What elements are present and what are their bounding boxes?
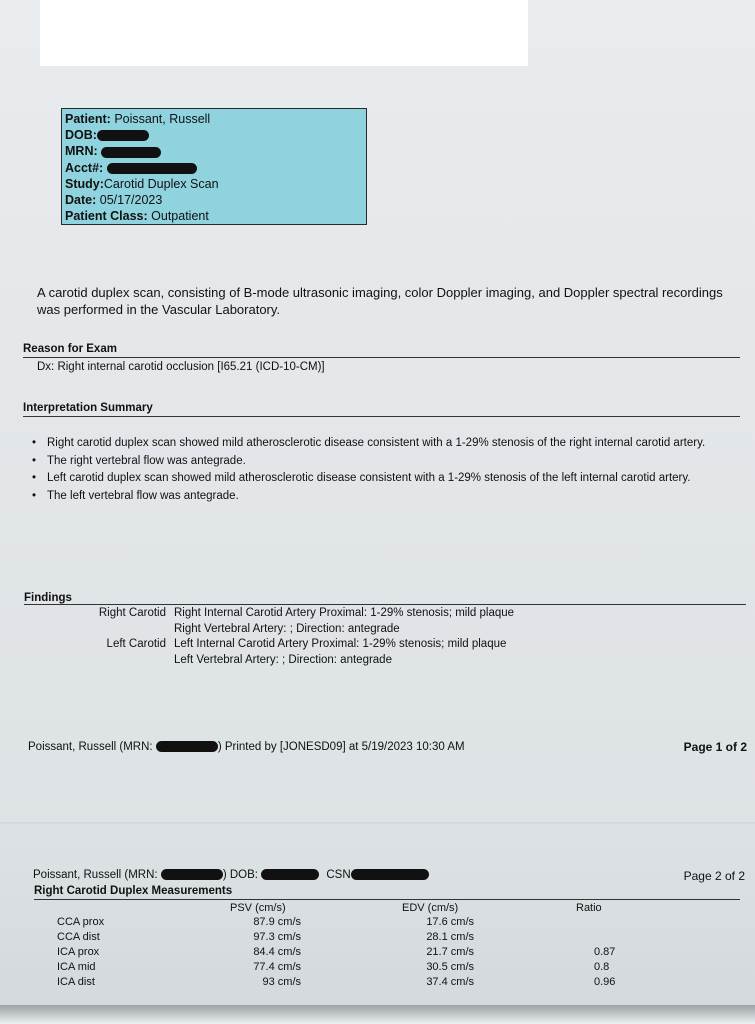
footer-printed-by: ) Printed by [JONESD09] at 5/19/2023 10:30 AM xyxy=(217,741,465,753)
findings-block xyxy=(60,606,514,668)
findings-row xyxy=(60,622,514,638)
mrn-redaction xyxy=(101,147,161,158)
date-row xyxy=(65,192,363,208)
date-label: Date: xyxy=(65,193,97,208)
findings-text: Left Internal Carotid Artery Proximal: 1-29% stenosis; mild plaque xyxy=(174,638,507,650)
col-edv: EDV (cm/s) xyxy=(402,902,459,914)
cell-site: ICA dist xyxy=(57,976,95,988)
date-value: 05/17/2023 xyxy=(99,193,163,208)
measurements-table xyxy=(34,902,740,991)
summary-divider xyxy=(23,416,740,417)
page-bottom-edge xyxy=(0,1005,755,1024)
header2-csn-redaction xyxy=(351,869,429,880)
dob-redaction xyxy=(97,130,149,141)
summary-item: • Right carotid duplex scan showed mild atherosclerotic disease consistent with a 1-29% stenosis of the right internal carotid artery. xyxy=(30,437,730,451)
patient-row xyxy=(65,111,363,127)
summary-item: • The left vertebral flow was antegrade. xyxy=(30,490,730,504)
table-row xyxy=(34,961,740,976)
cell-site: ICA prox xyxy=(57,946,100,958)
findings-text: Right Vertebral Artery: ; Direction: antegrade xyxy=(174,622,400,635)
page1-footer xyxy=(28,741,465,753)
reason-dx: Dx: Right internal carotid occlusion [I65.21 (ICD-10-CM)] xyxy=(37,361,325,373)
cell-psv: 97.3 cm/s xyxy=(253,931,301,943)
cell-site: ICA mid xyxy=(57,961,96,973)
findings-text: Left Vertebral Artery: ; Direction: antegrade xyxy=(174,653,392,666)
cell-ratio: 0.87 xyxy=(594,946,616,958)
study-label: Study: xyxy=(65,176,104,191)
page-break xyxy=(0,822,755,826)
page2-number: Page 2 of 2 xyxy=(683,869,745,883)
summary-item: • Left carotid duplex scan showed mild atherosclerotic disease consistent with a 1-29% stenosis of the left internal carotid artery. xyxy=(30,472,730,486)
page2-header xyxy=(33,869,429,881)
header2-patient: Poissant, Russell (MRN: xyxy=(33,869,158,881)
class-row xyxy=(65,208,363,224)
blank-redaction-area xyxy=(40,0,528,66)
summary-list xyxy=(30,437,730,507)
cell-site: CCA dist xyxy=(57,931,100,943)
findings-label xyxy=(60,653,174,669)
cell-edv: 17.6 cm/s xyxy=(426,916,474,928)
acct-label: Acct#: xyxy=(65,160,104,175)
findings-row xyxy=(60,606,514,622)
reason-divider xyxy=(23,357,740,358)
cell-psv: 84.4 cm/s xyxy=(253,946,301,958)
reason-title: Reason for Exam xyxy=(23,343,117,355)
cell-edv: 30.5 cm/s xyxy=(426,961,474,973)
cell-psv: 93 cm/s xyxy=(262,976,301,988)
findings-label: Right Carotid xyxy=(98,607,166,619)
cell-psv: 77.4 cm/s xyxy=(253,961,301,973)
patient-label: Patient: xyxy=(65,112,111,126)
findings-divider xyxy=(24,604,746,605)
acct-redaction xyxy=(107,163,197,174)
header2-dob-redaction xyxy=(261,869,319,880)
class-label: Patient Class: xyxy=(65,209,148,224)
footer-mrn-redaction xyxy=(156,741,218,752)
table-header xyxy=(34,902,740,916)
acct-row xyxy=(65,160,363,176)
header2-mrn-redaction xyxy=(161,869,223,880)
mrn-label: MRN: xyxy=(65,144,98,159)
findings-text: Right Internal Carotid Artery Proximal: 1-29% stenosis; mild plaque xyxy=(174,607,515,619)
patient-info-box xyxy=(61,108,367,225)
study-row xyxy=(65,176,363,192)
col-psv: PSV (cm/s) xyxy=(230,902,286,914)
measurements-divider xyxy=(34,899,740,900)
cell-edv: 37.4 cm/s xyxy=(426,976,474,988)
cell-ratio: 0.96 xyxy=(594,976,616,988)
class-value: Outpatient xyxy=(151,209,209,224)
patient-name: Poissant, Russell xyxy=(114,112,211,126)
measurements-title: Right Carotid Duplex Measurements xyxy=(34,885,233,897)
cell-edv: 21.7 cm/s xyxy=(426,946,474,958)
summary-title: Interpretation Summary xyxy=(23,402,153,414)
cell-site: CCA prox xyxy=(57,916,105,928)
header2-csn-label: CSN xyxy=(326,869,351,881)
table-row xyxy=(34,931,740,946)
page1-number: Page 1 of 2 xyxy=(683,740,747,754)
findings-label xyxy=(60,622,174,638)
mrn-row xyxy=(65,143,363,159)
findings-row xyxy=(60,653,514,669)
col-ratio: Ratio xyxy=(576,902,602,914)
dob-row xyxy=(65,127,363,143)
study-value: Carotid Duplex Scan xyxy=(103,176,219,191)
intro-paragraph: A carotid duplex scan, consisting of B-mode ultrasonic imaging, color Doppler imaging, and Doppler spectral recordings was performed in the Vascular Laboratory. xyxy=(37,285,723,317)
findings-row xyxy=(60,637,514,653)
cell-psv: 87.9 cm/s xyxy=(253,916,301,928)
dob-label: DOB: xyxy=(65,128,97,143)
table-row xyxy=(34,976,740,991)
summary-item: • The right vertebral flow was antegrade. xyxy=(30,455,730,469)
header2-dob-label: ) DOB: xyxy=(222,869,258,881)
table-row xyxy=(34,946,740,961)
cell-ratio: 0.8 xyxy=(594,961,610,973)
footer-patient: Poissant, Russell (MRN: xyxy=(28,741,153,753)
table-row xyxy=(34,916,740,931)
cell-edv: 28.1 cm/s xyxy=(426,931,474,943)
findings-label: Left Carotid xyxy=(106,638,166,650)
findings-title: Findings xyxy=(24,592,72,604)
